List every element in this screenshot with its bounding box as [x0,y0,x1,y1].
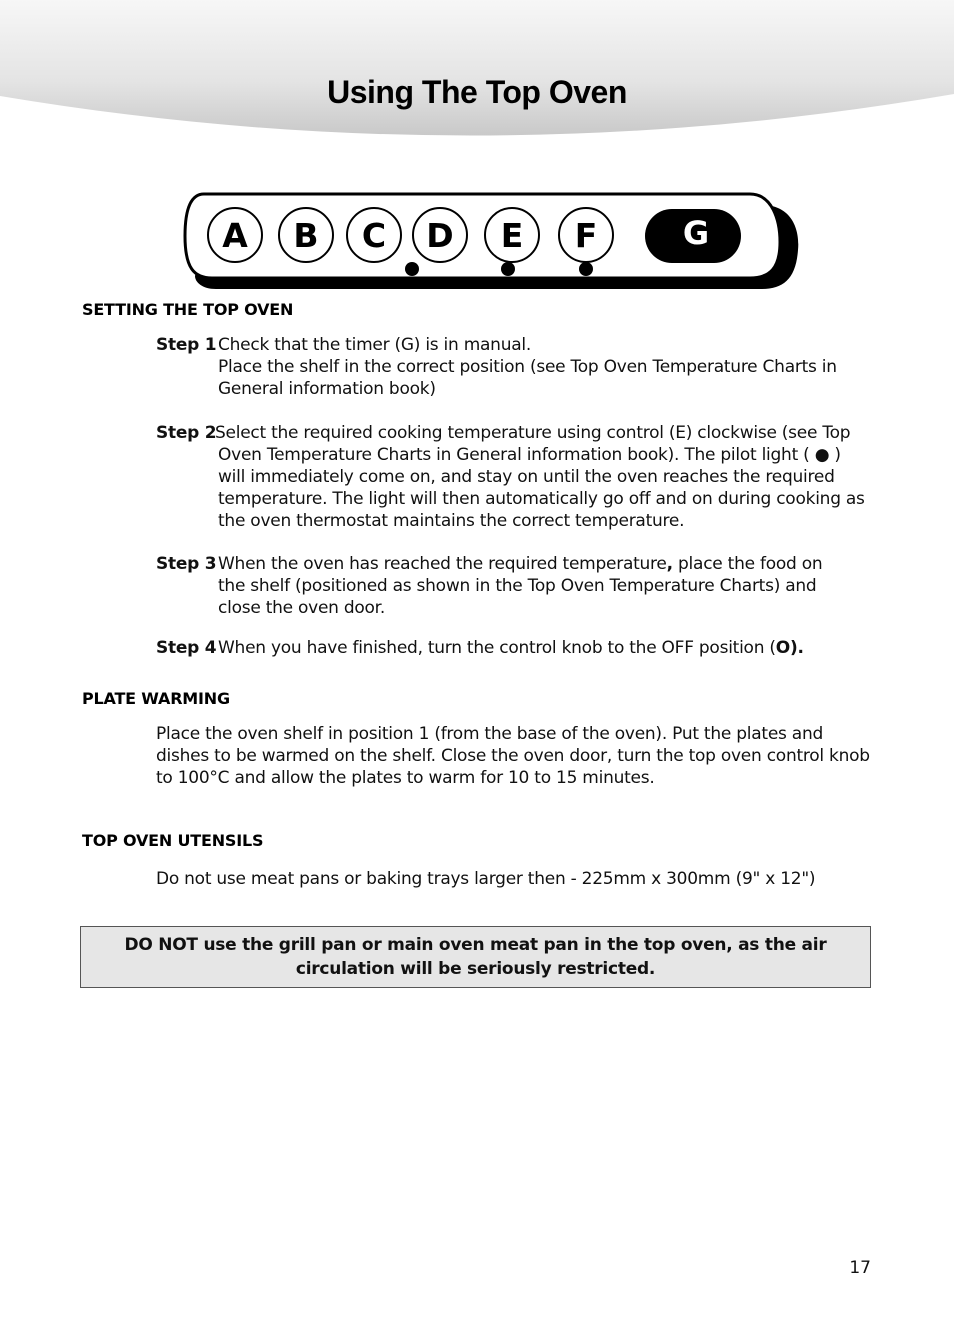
step-text-line: the shelf (positioned as shown in the Top Oven Temperature Charts) and [218,576,817,596]
paragraph-line: Place the oven shelf in position 1 (from the base of the oven). Put the plates and [156,724,824,744]
step-text-line: the oven thermostat maintains the correct temperature. [218,511,685,531]
step-text-line: General information book) [218,379,436,399]
step-2 [156,422,876,532]
warning-line: DO NOT use the grill pan or main oven meat pan in the top oven, as the air [124,935,827,955]
knob-label: C [361,216,387,255]
paragraph-line: dishes to be warmed on the shelf. Close the oven door, turn the top oven control knob [156,746,870,766]
control-knob-b [279,208,333,262]
step-text-bold: , [666,554,673,574]
utensils-text [156,868,876,890]
control-knob-e [485,208,539,262]
step-text-part: When the oven has reached the required temperature [218,554,667,574]
knob-label: D [426,216,454,255]
indicator-light-dot [579,262,593,276]
paragraph-line: Do not use meat pans or baking trays larger then - 225mm x 300mm (9" x 12") [156,869,816,889]
step-text-line: will immediately come on, and stay on until the oven reaches the required [218,467,835,487]
control-knob-f [559,208,613,262]
step-text-line: Select the required cooking temperature using control (E) clockwise (see Top [215,423,851,443]
warning-line: circulation will be seriously restricted. [295,959,656,979]
timer-knob-g [645,209,741,263]
header-band [0,0,954,140]
knob-label: E [500,216,524,255]
step-label: Step 4 [156,638,217,658]
step-text-line [156,553,876,575]
knob-label: G [682,214,710,252]
control-knob-d [413,208,467,262]
plate-warming-text [156,723,876,789]
step-3 [156,553,876,619]
step-text-line: close the oven door. [218,598,386,618]
knob-label: A [222,216,248,255]
step-label: Step 3 [156,554,217,574]
step-4 [156,637,876,659]
paragraph-line: to 100°C and allow the plates to warm for 10 to 15 minutes. [156,768,655,788]
indicator-light-dot [405,262,419,276]
step-text-part: When you have finished, turn the control knob to the OFF position ( [218,638,776,658]
page-title: Using The Top Oven [327,74,627,110]
step-text-part: place the food on [672,554,823,574]
step-label: Step 2 [156,423,217,443]
utensils-heading: TOP OVEN UTENSILS [82,831,264,850]
knob-label: F [574,216,598,255]
step-text-line: temperature. The light will then automatically go off and on during cooking as [218,489,865,509]
step-1 [156,334,876,400]
step-text-line: Oven Temperature Charts in General information book). The pilot light ( ● ) [218,445,841,465]
step-text-bold: O). [775,638,804,658]
indicator-light-dot [501,262,515,276]
control-knob-c [347,208,401,262]
step-text-line: Place the shelf in the correct position (see Top Oven Temperature Charts in [218,357,837,377]
warning-box [80,926,871,988]
plate-warming-heading: PLATE WARMING [82,689,230,708]
control-panel-diagram [182,190,804,296]
step-label: Step 1 [156,335,217,355]
step-text-line: Check that the timer (G) is in manual. [218,335,532,355]
setting-heading: SETTING THE TOP OVEN [82,300,294,319]
control-knob-a [208,208,262,262]
knob-label: B [293,216,319,255]
step-text-line [156,637,876,659]
page-number: 17 [849,1258,871,1278]
